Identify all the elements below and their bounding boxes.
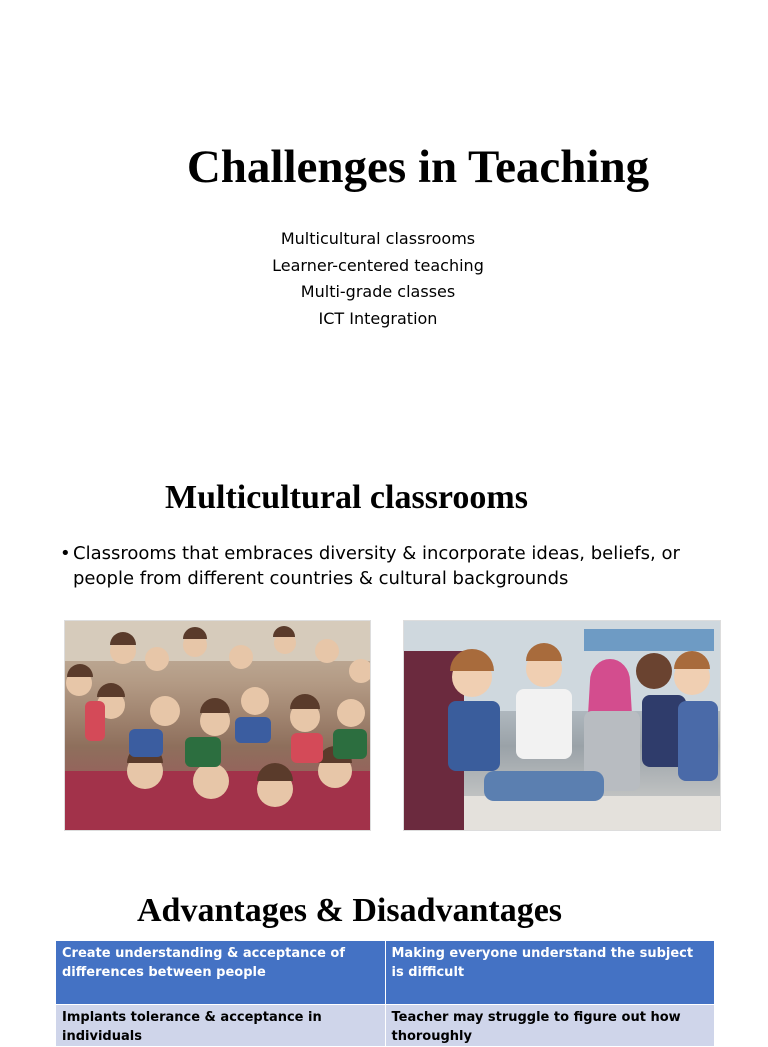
advantage-cell: Create understanding & acceptance of differences between people — [56, 941, 386, 1005]
topics-list — [0, 226, 756, 332]
children-illustration — [65, 621, 371, 831]
disadvantage-cell: Teacher may struggle to figure out how thoroughly — [385, 1005, 715, 1047]
bullet-text: Classrooms that embraces diversity & incorporate ideas, beliefs, or people from different countries & cultural backgrounds — [73, 543, 680, 589]
reading-illustration — [404, 621, 721, 831]
advantages-table — [55, 940, 715, 1047]
section-heading-advantages: Advantages & Disadvantages — [137, 892, 563, 929]
topic-item: Multicultural classrooms — [280, 229, 476, 248]
slide-title: Challenges in Teaching — [186, 141, 650, 193]
table-row — [56, 941, 715, 1005]
bullet-dot-icon: • — [60, 543, 71, 564]
disadvantage-cell: Making everyone understand the subject is difficult — [385, 941, 715, 1005]
section-heading-multicultural: Multicultural classrooms — [165, 479, 528, 516]
reading-children-photo — [403, 620, 721, 831]
topic-item: Multi-grade classes — [300, 282, 456, 301]
classroom-children-photo — [64, 620, 371, 831]
topic-item: Learner-centered teaching — [272, 255, 484, 275]
table-row — [56, 1005, 715, 1047]
advantage-cell: Implants tolerance & acceptance in individuals — [56, 1005, 386, 1047]
bullet-item — [60, 541, 720, 591]
topic-item: ICT Integration — [318, 308, 438, 328]
